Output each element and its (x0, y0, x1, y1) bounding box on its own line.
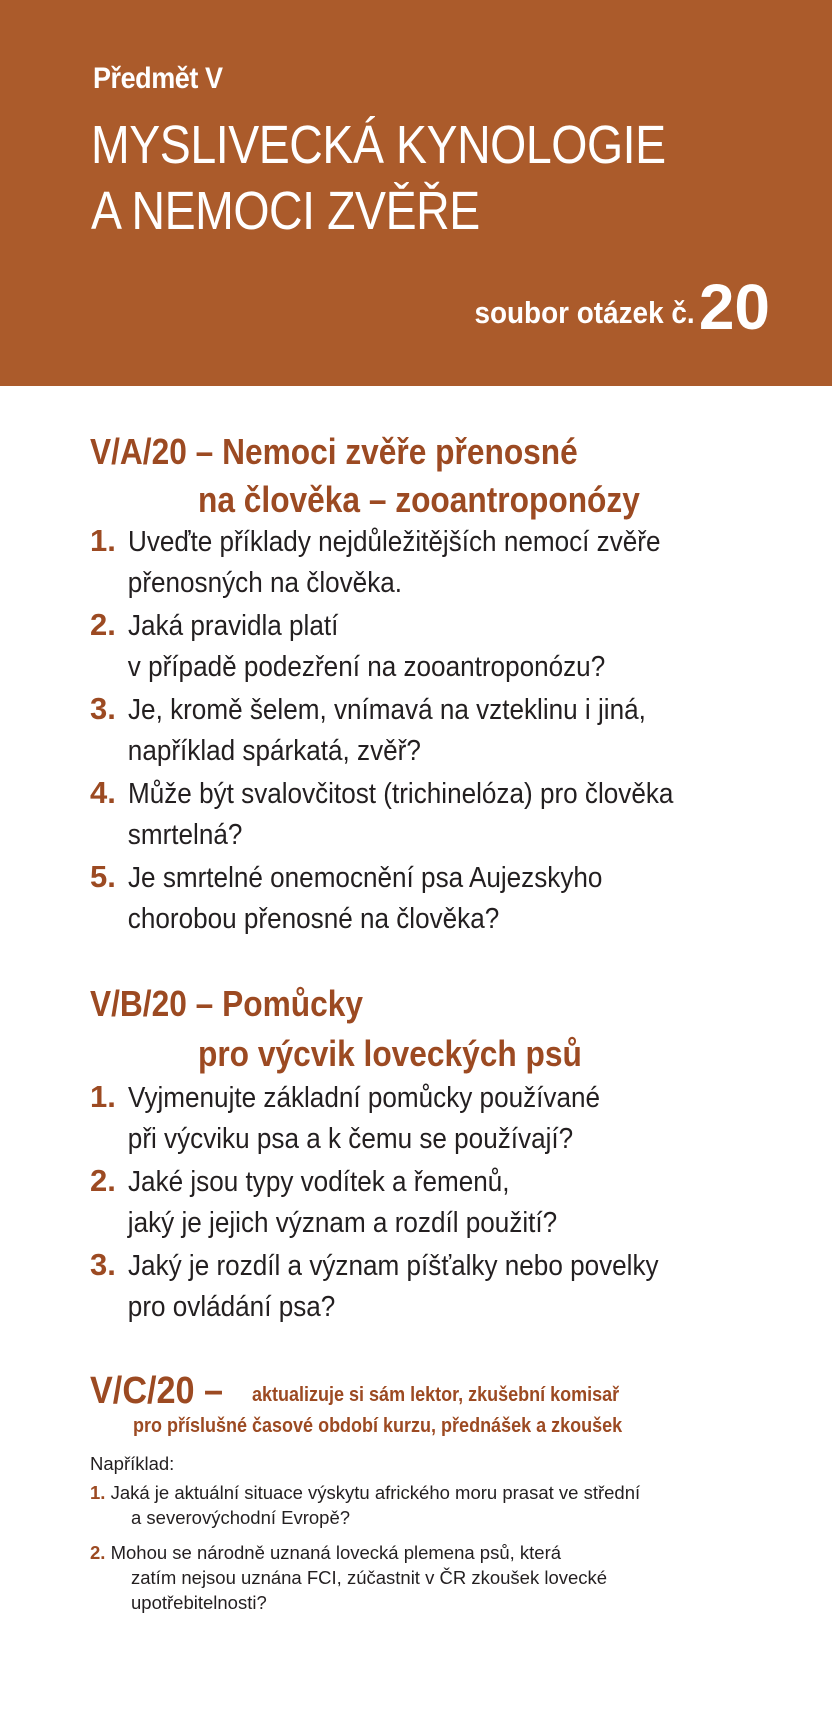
question-number: 4. (90, 775, 116, 810)
question-number: 2. (90, 1542, 106, 1563)
question-text: Je smrtelné onemocnění psa Aujezskyho (128, 862, 603, 894)
section-a-title-1: Nemoci zvěře přenosné (222, 431, 578, 472)
section-b-question-3 (90, 1244, 810, 1328)
section-b-title-2: pro výcvik loveckých psů (198, 1033, 582, 1074)
section-b-title-1: Pomůcky (222, 983, 363, 1024)
question-text: Jaké jsou typy vodítek a řemenů, (128, 1166, 510, 1198)
question-set (450, 270, 770, 344)
section-c-question-1 (90, 1480, 640, 1530)
question-text-cont: při výcviku psa a k čemu se používají? (127, 1123, 574, 1155)
question-text: Vyjmenujte základní pomůcky používané (128, 1082, 600, 1114)
question-number: 5. (90, 859, 116, 894)
section-b-code: V/B/20 – (90, 983, 214, 1024)
page-title (91, 112, 666, 244)
section-a-question-2 (90, 604, 810, 688)
title-line-2: A NEMOCI ZVĚŘE (91, 181, 480, 241)
section-c-desc-1: aktualizuje si sám lektor, zkušební komisař (252, 1384, 620, 1406)
section-a-question-5 (90, 856, 810, 940)
question-text-cont: například spárkatá, zvěř? (127, 735, 421, 767)
section-b-question-2 (90, 1160, 810, 1244)
question-text-cont: smrtelná? (127, 819, 243, 851)
question-text-cont: v případě podezření na zooantroponózu? (127, 651, 606, 683)
question-text-cont: pro ovládání psa? (127, 1291, 336, 1323)
question-text-cont: upotřebitelnosti? (131, 1592, 267, 1613)
section-a-question-3 (90, 688, 810, 772)
question-text: Je, kromě šelem, vnímavá na vzteklinu i jiná, (128, 694, 646, 726)
question-text: Jaká pravidla platí (128, 610, 339, 642)
question-text: Uveďte příklady nejdůležitějších nemocí zvěře (128, 526, 661, 558)
section-b-question-1 (90, 1076, 810, 1160)
question-number: 1. (90, 523, 116, 558)
question-number: 2. (90, 607, 116, 642)
question-text: Mohou se národně uznaná lovecká plemena psů, která (110, 1542, 562, 1563)
question-text: Může být svalovčitost (trichinelóza) pro člověka (128, 778, 674, 810)
title-line-1: MYSLIVECKÁ KYNOLOGIE (91, 115, 666, 175)
set-label: soubor otázek č. (474, 295, 695, 330)
question-text: Jaká je aktuální situace výskytu afrického moru prasat ve střední (110, 1482, 641, 1503)
section-c-desc-2: pro příslušné časové období kurzu, přednášek a zkoušek (133, 1415, 623, 1437)
question-number: 2. (90, 1163, 116, 1198)
question-number: 3. (90, 1247, 116, 1282)
section-c-question-2 (90, 1540, 607, 1615)
question-number: 1. (90, 1482, 106, 1503)
section-a-title-2: na člověka – zooantroponózy (198, 479, 640, 520)
question-text-cont: jaký je jejich význam a rozdíl použití? (127, 1207, 558, 1239)
section-a-question-4 (90, 772, 810, 856)
question-text-cont: chorobou přenosné na člověka? (127, 903, 500, 935)
question-text-cont: a severovýchodní Evropě? (131, 1507, 351, 1528)
header-banner (0, 0, 832, 386)
question-text: Jaký je rozdíl a význam píšťalky nebo povelky (128, 1250, 659, 1282)
subject-label: Předmět V (93, 62, 223, 95)
question-number: 1. (90, 1079, 116, 1114)
question-number: 3. (90, 691, 116, 726)
section-c-intro: Například: (90, 1453, 175, 1474)
section-a-code: V/A/20 – (90, 431, 214, 472)
section-a-question-1 (90, 520, 810, 604)
question-text-cont: zatím nejsou uznána FCI, zúčastnit v ČR zkoušek lovecké (131, 1567, 608, 1588)
set-number: 20 (698, 271, 770, 343)
question-text-cont: přenosných na člověka. (127, 567, 403, 599)
section-c-code: V/C/20 – (90, 1370, 224, 1412)
